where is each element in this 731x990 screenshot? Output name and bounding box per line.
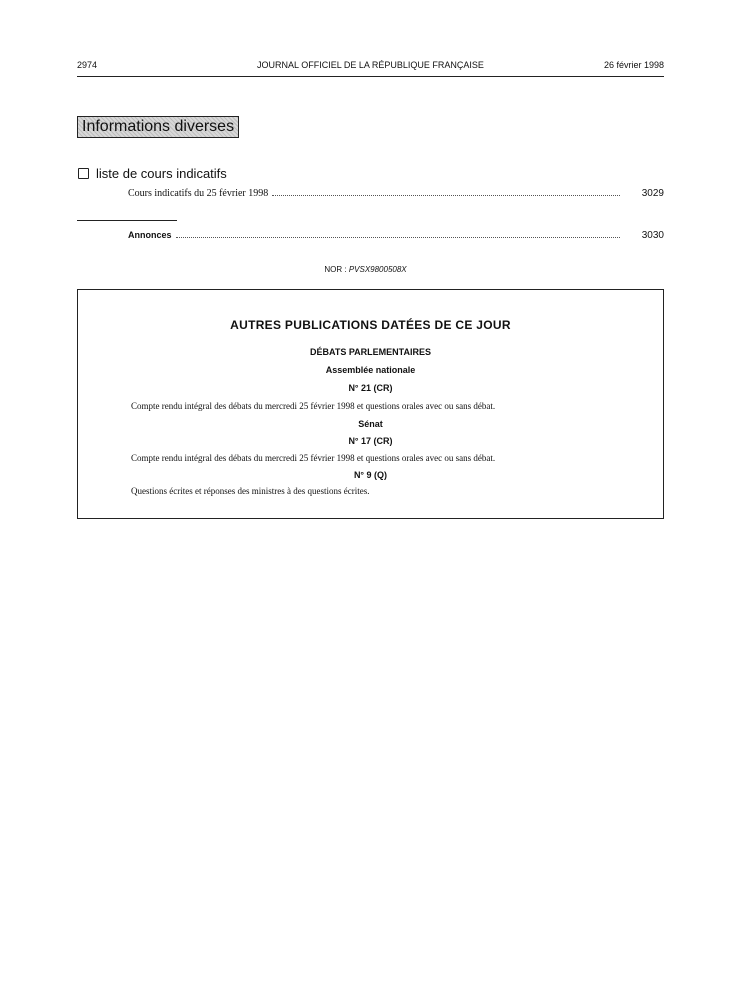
assemblee-heading: Assemblée nationale — [325, 365, 416, 375]
debates-heading: DÉBATS PARLEMENTAIRES — [309, 347, 431, 357]
toc-row-cours[interactable] — [128, 187, 664, 201]
nor-prefix: NOR : — [324, 265, 347, 274]
publications-title: AUTRES PUBLICATIONS DATÉES DE CE JOUR — [230, 318, 511, 332]
toc-leader — [272, 187, 620, 196]
nor-reference — [0, 265, 731, 274]
toc-label: Annonces — [128, 230, 172, 240]
page-number: 2974 — [77, 60, 98, 70]
senat-description-cr: Compte rendu intégral des débats du mercredi 25 février 1998 et questions orales avec ou sans débat. — [131, 453, 496, 463]
page-header — [77, 60, 664, 74]
issue-date: 26 février 1998 — [603, 60, 664, 70]
header-rule — [77, 76, 664, 77]
toc-label: Cours indicatifs du 25 février 1998 — [128, 188, 269, 199]
toc-row-annonces[interactable] — [128, 229, 664, 243]
senat-description-q: Questions écrites et réponses des ministres à des questions écrites. — [131, 486, 370, 496]
category-heading — [78, 166, 227, 181]
toc-leader — [176, 229, 620, 238]
separator-rule — [77, 220, 177, 221]
assemblee-number: N° 21 (CR) — [348, 383, 393, 393]
checkbox-icon — [78, 168, 89, 179]
nor-code: PVSX9800508X — [348, 265, 407, 274]
section-title: Informations diverses — [77, 116, 239, 138]
toc-page: 3029 — [641, 188, 664, 199]
journal-title: JOURNAL OFFICIEL DE LA RÉPUBLIQUE FRANÇAISE — [257, 60, 484, 70]
senat-number-q: N° 9 (Q) — [353, 470, 388, 480]
assemblee-description: Compte rendu intégral des débats du mercredi 25 février 1998 et questions orales avec ou sans débat. — [131, 401, 496, 411]
senat-heading: Sénat — [358, 419, 383, 429]
publications-box — [77, 289, 664, 519]
toc-page: 3030 — [641, 230, 664, 241]
category-label: liste de cours indicatifs — [96, 166, 227, 181]
senat-number-cr: N° 17 (CR) — [348, 436, 393, 446]
